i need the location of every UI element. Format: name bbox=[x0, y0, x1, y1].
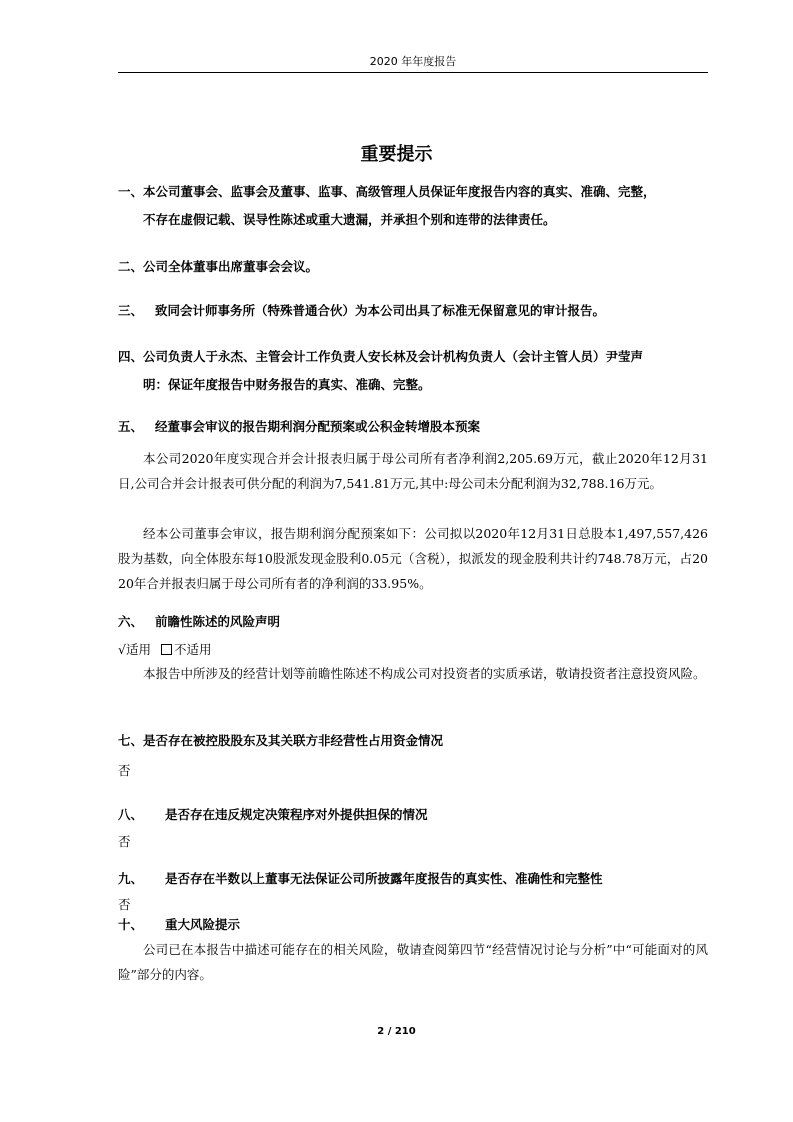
section-9-number: 九、 bbox=[118, 871, 144, 886]
section-9-answer: 否 bbox=[118, 897, 131, 912]
section-7-answer: 否 bbox=[118, 763, 131, 778]
section-5-number: 五、 bbox=[118, 419, 144, 434]
section-4-number: 四、 bbox=[118, 349, 144, 364]
section-9-text: 是否存在半数以上董事无法保证公司所披露年度报告的真实性、准确性和完整性 bbox=[165, 871, 603, 886]
page-number: 2 / 210 bbox=[377, 1026, 416, 1037]
section-8-heading bbox=[118, 800, 708, 829]
section-7-number: 七、 bbox=[118, 733, 144, 748]
section-4-heading bbox=[118, 342, 708, 371]
section-8-text: 是否存在违反规定决策程序对外提供担保的情况 bbox=[165, 807, 428, 822]
section-5-heading bbox=[118, 412, 708, 441]
section-1-text: 本公司董事会、监事会及董事、监事、高级管理人员保证年度报告内容的真实、准确、完整， bbox=[143, 184, 656, 199]
section-3-text: 致同会计师事务所（特殊普通合伙）为本公司出具了标准无保留意见的审计报告。 bbox=[155, 303, 606, 318]
section-1-number: 一、 bbox=[118, 184, 144, 199]
section-2-heading bbox=[118, 252, 708, 281]
not-applicable-label: 不适用 bbox=[173, 642, 212, 657]
section-3-number: 三、 bbox=[118, 303, 144, 318]
section-8-answer: 否 bbox=[118, 834, 131, 849]
section-10-paragraph: 公司已在本报告中描述可能存在的相关风险，敬请查阅第四节“经营情况讨论与分析”中“可能面对的风险”部分的内容。 bbox=[118, 942, 708, 982]
section-8-number: 八、 bbox=[118, 807, 144, 822]
applicable-check: √适用 bbox=[118, 642, 151, 657]
page-header: 2020 年年度报告 bbox=[118, 52, 708, 73]
not-applicable-checkbox bbox=[161, 644, 172, 655]
page-title: 重要提示 bbox=[360, 144, 433, 165]
section-10-number: 十、 bbox=[118, 917, 144, 932]
section-2-text: 公司全体董事出席董事会会议。 bbox=[143, 259, 319, 274]
section-1-heading bbox=[118, 177, 708, 206]
section-4-text: 公司负责人于永杰、主管会计工作负责人安长林及会计机构负责人（会计主管人员）尹莹声 bbox=[143, 349, 644, 364]
section-6-heading bbox=[118, 607, 708, 636]
section-9-heading bbox=[118, 864, 708, 893]
section-6-applicability bbox=[118, 637, 708, 662]
section-6-text: 前瞻性陈述的风险声明 bbox=[155, 614, 281, 629]
section-7-heading bbox=[118, 726, 708, 755]
section-5-paragraph-1: 本公司2020年度实现合并会计报表归属于母公司所有者净利润2,205.69万元，截止2020年12月31日,公司合并会计报表可供分配的利润为7,541.81万元,其中:母公司未分配利润为32,788.16万元。 bbox=[118, 451, 708, 491]
section-6-number: 六、 bbox=[118, 614, 144, 629]
section-4-continuation: 明：保证年度报告中财务报告的真实、准确、完整。 bbox=[143, 377, 431, 392]
section-7-text: 是否存在被控股股东及其关联方非经营性占用资金情况 bbox=[143, 733, 444, 748]
section-6-paragraph: 本报告中所涉及的经营计划等前瞻性陈述不构成公司对投资者的实质承诺，敬请投资者注意投资风险。 bbox=[143, 666, 706, 681]
section-5-text: 经董事会审议的报告期利润分配预案或公积金转增股本预案 bbox=[155, 419, 481, 434]
section-2-number: 二、 bbox=[118, 259, 144, 274]
section-10-text: 重大风险提示 bbox=[165, 917, 241, 932]
section-5-paragraph-2: 经本公司董事会审议，报告期利润分配预案如下：公司拟以2020年12月31日总股本1,497,557,426股为基数，向全体股东每10股派发现金股利0.05元（含税），拟派发的现金股利共计约748.78万元，占2020年合并报表归属于母公司所有者的净利润的33.95%。 bbox=[118, 526, 708, 591]
section-3-heading bbox=[118, 296, 708, 325]
section-10-heading bbox=[118, 910, 708, 939]
section-1-continuation: 不存在虚假记载、误导性陈述或重大遗漏，并承担个别和连带的法律责任。 bbox=[143, 212, 556, 227]
